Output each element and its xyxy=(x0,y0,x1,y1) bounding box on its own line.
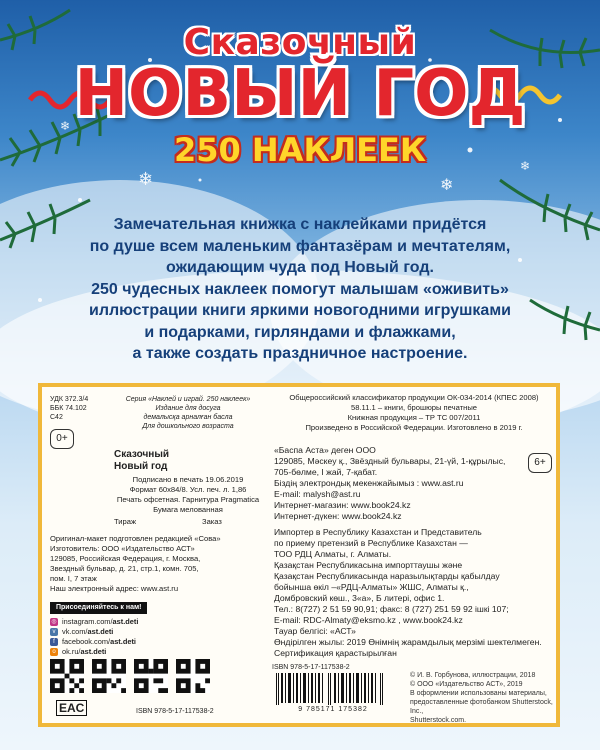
facebook-icon: f xyxy=(50,638,58,646)
isbn-top: ISBN 978-5-17-117538-2 xyxy=(272,664,350,671)
publisher-info xyxy=(50,534,262,594)
copyright-line: В оформлении использованы материалы, xyxy=(410,690,547,697)
cover-description xyxy=(60,214,540,365)
qr-code-ok[interactable] xyxy=(176,659,210,693)
imprint-panel xyxy=(38,383,560,727)
social-header: Присоединяйтесь к нам! xyxy=(50,602,147,614)
product-classifier xyxy=(272,393,556,433)
eac-mark: EAC xyxy=(56,700,87,716)
book-title xyxy=(114,449,169,473)
print-info-line: Подписано в печать 19.06.2019 xyxy=(132,475,244,484)
importer-line: Өндірілген жылы: 2019 Өнімнің жарамдылық мерзімі шектелмеген. xyxy=(274,637,542,647)
copyright-line: © И. В. Горбунова, иллюстрации, 2018 xyxy=(410,672,536,679)
description-line: а также создать праздничное настроение. xyxy=(132,345,468,362)
importer-line: E-mail: RDC-Almaty@eksmo.kz , www.book24.kz xyxy=(274,615,463,625)
importer-line: Домбровский көш., 3«а», Б литері, офис 1. xyxy=(274,593,445,603)
social-link-vk[interactable] xyxy=(50,627,200,637)
bbk-code: ББК 74.102 xyxy=(50,405,87,412)
classifier-line: Книжная продукция – ТР ТС 007/2011 xyxy=(347,413,481,422)
age-badge-left: 0+ xyxy=(50,429,74,449)
age-badge-right: 6+ xyxy=(528,453,552,473)
print-info xyxy=(108,475,268,515)
publisher-line: пом. I, 7 этаж xyxy=(50,574,97,583)
importer-line: Қазақстан Республикасына импорттаушы және xyxy=(274,560,463,570)
series-info xyxy=(108,395,268,431)
copyright-line: предоставленные фотобанком Shutterstock, Inc., xyxy=(410,699,553,715)
social-handle: ast.deti xyxy=(87,627,114,636)
isbn-bottom: ISBN 978-5-17-117538-2 xyxy=(136,708,214,715)
copyright-info xyxy=(410,671,560,725)
description-line: иллюстрации книги яркими новогодними игрушками xyxy=(89,302,511,319)
kz-publisher-line: Интернет-магазин: www.book24.kz xyxy=(274,500,411,510)
kz-publisher-line: 705-бөлме, I жай, 7-қабат. xyxy=(274,467,378,477)
series-line: Издание для досуга xyxy=(155,405,221,412)
print-info-line: Печать офсетная. Гарнитура Pragmatica xyxy=(116,495,260,504)
cover-title-line1: Сказочный xyxy=(183,22,417,63)
kz-publisher-line: «Баспа Аста» деген ООО xyxy=(274,445,376,455)
svg-text:❄: ❄ xyxy=(138,169,154,189)
kz-publisher-info xyxy=(274,445,534,522)
social-prefix: instagram.com/ xyxy=(62,617,113,626)
instagram-icon: ◎ xyxy=(51,619,57,625)
series-line: Для дошкольного возраста xyxy=(142,423,234,430)
order-label: Заказ xyxy=(202,517,222,526)
series-line: Серия «Наклей и играй. 250 наклеек» xyxy=(125,396,251,403)
udk-code: УДК 372.3/4 xyxy=(50,396,89,403)
importer-line: ТОО РДЦ Алматы, г. Алматы. xyxy=(274,549,392,559)
importer-line: бойынша өкіл –«РДЦ-Алматы» ЖШС, Алматы қ., xyxy=(274,582,469,592)
kz-publisher-line: Біздің электрондық мекенжайымыз : www.ast.ru xyxy=(274,478,464,488)
barcode-digits: 9 785171 175382 xyxy=(274,705,392,714)
copyright-line: Shutterstock.com. xyxy=(410,717,467,724)
barcode xyxy=(272,673,390,709)
qr-code-instagram[interactable] xyxy=(50,659,84,693)
importer-line: Тауар белгісі: «АСТ» xyxy=(274,626,356,636)
social-handle: ast.deti xyxy=(112,617,139,626)
importer-line: Сертификация қарастырылған xyxy=(274,648,397,658)
social-link-facebook[interactable] xyxy=(50,637,200,647)
print-run-label: Тираж xyxy=(114,517,137,526)
social-link-instagram[interactable] xyxy=(50,617,200,627)
svg-text:❄: ❄ xyxy=(520,159,531,173)
social-handle: ast.deti xyxy=(110,637,136,646)
description-line: по душе всем маленьким фантазёрам и мечтателям, xyxy=(89,237,511,255)
qr-code-vk[interactable] xyxy=(92,659,126,693)
importer-line: Импортер в Республику Казахстан и Представитель xyxy=(274,527,482,537)
importer-line: Тел.: 8(727) 2 51 59 90,91; факс: 8 (727) 251 59 92 ішкі 107; xyxy=(274,604,509,614)
classifier-line: Произведено в Российской Федерации. Изготовлено в 2019 г. xyxy=(305,423,523,432)
cover-title-block xyxy=(0,22,600,169)
book-title-line: Сказочный xyxy=(114,449,170,460)
classification-codes xyxy=(50,395,100,422)
kz-publisher-line: E-mail: malysh@ast.ru xyxy=(274,489,361,499)
svg-text:❄: ❄ xyxy=(440,177,454,194)
odnoklassniki-icon: o xyxy=(50,648,58,656)
publisher-line: Оригинал-макет подготовлен редакцией «Сова» xyxy=(50,534,221,543)
description-line: ожидающим чуда под Новый год. xyxy=(166,259,434,276)
kz-publisher-line: 129085, Мәскеу қ., Звёздный бульвары, 21-үй, 1-құрылыс, xyxy=(274,456,506,466)
copyright-line: © ООО «Издательство АСТ», 2019 xyxy=(410,681,523,688)
kz-importer-info xyxy=(274,527,558,659)
author-code: С42 xyxy=(50,414,63,421)
description-line: и подарками, гирляндами и флажками, xyxy=(144,323,456,341)
cover-subtitle: 250 НАКЛЕЕК xyxy=(173,131,427,169)
importer-line: по приему претензий в Республике Казахстан — xyxy=(274,538,468,548)
social-link-ok[interactable] xyxy=(50,647,200,657)
kz-publisher-line: Интернет-дүкен: www.book24.kz xyxy=(274,511,402,521)
publisher-line: Звездный бульвар, д. 21, стр.1, комн. 705, xyxy=(50,564,199,573)
book-title-line: Новый год xyxy=(114,461,168,472)
series-line: демалысқа арналған басла xyxy=(143,414,233,421)
publisher-line: Наш электронный адрес: www.ast.ru xyxy=(50,584,179,593)
publisher-line: 129085, Российская Федерация, г. Москва, xyxy=(50,554,201,563)
social-prefix: facebook.com/ xyxy=(62,637,111,646)
description-line: 250 чудесных наклеек помогут малышам «оживить» xyxy=(91,280,509,298)
publisher-line: Изготовитель: ООО «Издательство АСТ» xyxy=(50,544,195,553)
print-info-line: Бумага мелованная xyxy=(153,505,223,514)
social-prefix: ok.ru/ xyxy=(62,647,81,656)
classifier-line: Общероссийский классификатор продукции ОК-034-2014 (КПЕС 2008) xyxy=(289,393,539,402)
cover-title-line2: НОВЫЙ ГОД xyxy=(74,57,526,131)
social-prefix: vk.com/ xyxy=(62,627,88,636)
vk-icon: v xyxy=(50,628,58,636)
svg-text:❄: ❄ xyxy=(60,119,71,133)
social-handle: ast.deti xyxy=(80,647,107,656)
print-info-line: Формат 60x84/8. Усл. печ. л. 1,86 xyxy=(129,485,247,494)
social-links xyxy=(50,617,200,657)
importer-line: Қазақстан Республикасында наразылықтарды қабылдау xyxy=(274,571,500,581)
description-line: Замечательная книжка с наклейками придётся xyxy=(113,216,487,233)
qr-code-facebook[interactable] xyxy=(134,659,168,693)
classifier-line: 58.11.1 – книги, брошюры печатные xyxy=(350,403,478,412)
